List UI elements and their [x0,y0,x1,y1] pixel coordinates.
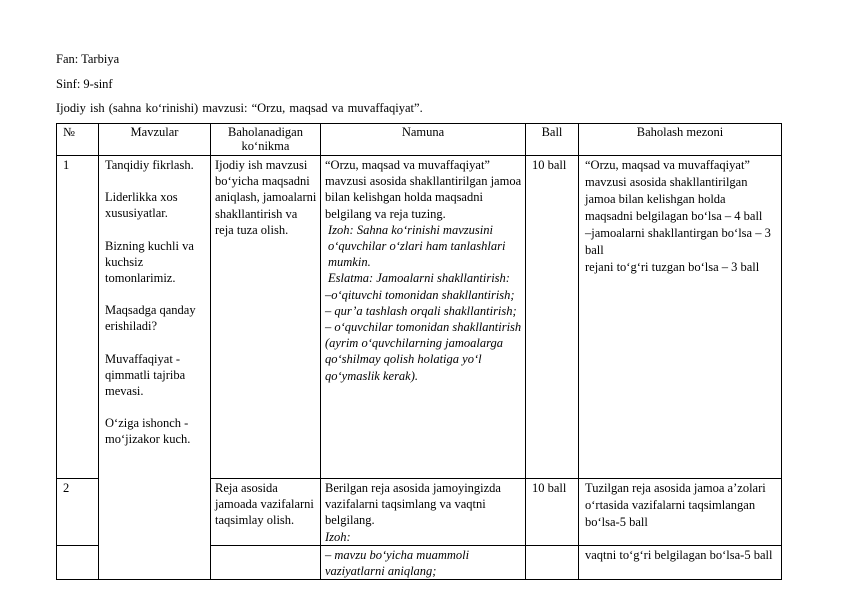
topics-cell [99,156,211,580]
col-header-criteria: Baholash mezoni [579,124,782,156]
criteria-cell: Tuzilgan reja asosida jamoa a’zolari o‘rtasida vazifalarni taqsimlangan bo‘lsa-5 ball [579,479,782,546]
row-number [57,545,99,579]
subject-line: Fan: Tarbiya [56,52,120,66]
task-line: Ijodiy ish (sahna ko‘rinishi) mavzusi: “Orzu, maqsad va muvaffaqiyat”. [56,101,423,115]
ball-cell: 10 ball [526,479,579,546]
sample-remark-item: – o‘quvchilar tomonidan shakllantirish (ayrim o‘quvchilarning jamoalarga qo‘shilmay qolish holatiga yo‘l qo‘ymaslik kerak). [325,320,522,383]
topic-item: Muvaffaqiyat - qimmatli tajriba mevasi. [105,351,186,399]
criteria-cell: vaqtni to‘g‘ri belgilagan bo‘lsa-5 ball [579,545,782,579]
ball-cell [526,545,579,579]
sample-remark-title: Eslatma: Jamoalarni shakllantirish: [328,271,510,286]
topic-item: Liderlikka xos xususiyatlar. [105,190,178,221]
criteria-item: –jamoalarni shakllantirgan bo‘lsa – 3 ball [585,226,771,257]
col-header-topics: Mavzular [99,124,211,156]
sample-cell: – mavzu bo‘yicha muammoli vaziyatlarni aniqlang; [321,545,526,579]
criteria-item: rejani to‘g‘ri tuzgan bo‘lsa – 3 ball [585,260,760,274]
col-header-ball: Ball [526,124,579,156]
criteria-item: “Orzu, maqsad va muvaffaqiyat” mavzusi asosida shakllantirilgan jamoa bilan kelishgan holda maqsadni belgilagan bo‘lsa – 4 ball [585,158,763,223]
grade-line: Sinf: 9-sinf [56,77,113,91]
col-header-number: № [57,124,99,156]
topic-item: Maqsadga qanday erishiladi? [105,303,196,334]
skill-cell: Reja asosida jamoada vazifalarni taqsimlay olish. [211,479,321,546]
sample-main-text: Berilgan reja asosida jamoyingizda vazifalarni taqsimlang va vaqtni belgilang. [325,481,501,528]
col-header-skill: Baholanadigan ko‘nikma [211,124,321,156]
sample-remark-item: –o‘qituvchi tomonidan shakllantirish; [325,287,515,302]
topic-item: O‘ziga ishonch - mo‘jizakor kuch. [105,416,191,447]
sample-remark-item: – qur’a tashlash orqali shakllantirish; [325,303,517,318]
row-number: 2 [57,479,99,546]
skill-cell: Ijodiy ish mavzusi bo‘yicha maqsadni aniqlash, jamoalarni shakllantirish va reja tuza olish. [211,156,321,479]
col-header-sample: Namuna [321,124,526,156]
table-header-row [57,124,782,156]
sample-main-text: “Orzu, maqsad va muvaffaqiyat” mavzusi asosida shakllantirilgan jamoa bilan kelishgan holda maqsadni belgilang va reja tuzing. [325,158,522,221]
table-row [57,156,782,479]
sample-note: Izoh: Sahna ko‘rinishi mavzusini o‘quvchilar o‘zlari ham tanlashlari mumkin. [328,222,506,270]
assessment-table [56,123,782,580]
topic-item: Bizning kuchli va kuchsiz tomonlarimiz. [105,238,194,286]
ball-cell: 10 ball [526,156,579,479]
sample-cell [321,156,526,479]
topic-item: Tanqidiy fikrlash. [105,158,194,172]
criteria-cell [579,156,782,479]
skill-cell [211,545,321,579]
row-number: 1 [57,156,99,479]
sample-cell [321,479,526,546]
sample-note: Izoh: [325,529,351,544]
